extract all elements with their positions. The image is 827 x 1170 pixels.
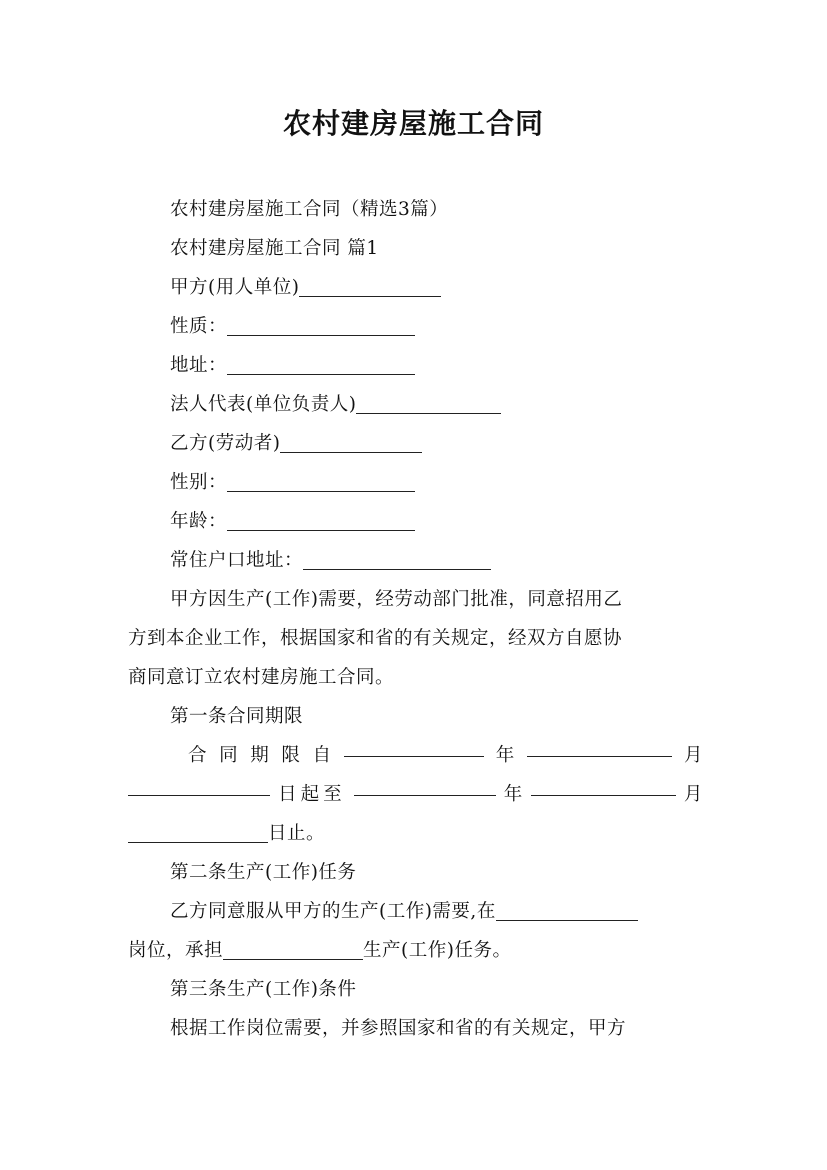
field-label: 乙方(劳动者) bbox=[170, 433, 281, 454]
intro-line-3: 商同意订立农村建房施工合同。 bbox=[128, 667, 395, 688]
field-label: 甲方(用人单位) bbox=[170, 277, 300, 298]
field-label: 性别： bbox=[170, 472, 228, 493]
fill-blank bbox=[128, 794, 270, 796]
term-year: 年 bbox=[495, 745, 515, 766]
intro-line-1: 甲方因生产(工作)需要，经劳动部门批准，同意招用乙 bbox=[170, 589, 623, 610]
article-2-line-2 bbox=[128, 931, 703, 970]
document-body bbox=[128, 190, 703, 1048]
term-char: 合 bbox=[188, 745, 208, 766]
fill-blank bbox=[227, 529, 415, 531]
field-nature bbox=[128, 307, 703, 346]
intro-line-2: 方到本企业工作，根据国家和省的有关规定，经双方自愿协 bbox=[128, 628, 623, 649]
field-legal-rep bbox=[128, 385, 703, 424]
article-1-heading: 第一条合同期限 bbox=[170, 706, 304, 727]
fill-blank bbox=[227, 490, 415, 492]
article-1-line-1 bbox=[128, 736, 703, 775]
field-age bbox=[128, 502, 703, 541]
field-label: 性质： bbox=[170, 316, 228, 337]
term-year-2: 年 bbox=[503, 784, 523, 805]
field-residence bbox=[128, 541, 703, 580]
field-gender bbox=[128, 463, 703, 502]
field-label: 法人代表(单位负责人) bbox=[170, 394, 357, 415]
term-char: 期 bbox=[250, 745, 270, 766]
article-3-heading: 第三条生产(工作)条件 bbox=[170, 979, 357, 1000]
fill-blank bbox=[531, 794, 676, 796]
field-label: 常住户口地址： bbox=[170, 550, 304, 571]
fill-blank bbox=[280, 451, 422, 453]
fill-blank bbox=[227, 334, 415, 336]
article-2-text: 乙方同意服从甲方的生产(工作)需要,在 bbox=[170, 901, 496, 922]
fill-blank bbox=[356, 412, 501, 414]
field-address bbox=[128, 346, 703, 385]
term-day-from: 日起至 bbox=[278, 784, 346, 805]
term-char: 自 bbox=[312, 745, 332, 766]
fill-blank bbox=[496, 919, 638, 921]
term-char: 同 bbox=[219, 745, 239, 766]
term-month: 月 bbox=[683, 745, 703, 766]
article-1-line-2 bbox=[128, 775, 703, 814]
article-2-line-1 bbox=[128, 892, 703, 931]
term-day-end: 日止。 bbox=[268, 823, 326, 844]
fill-blank bbox=[354, 794, 496, 796]
term-month-2: 月 bbox=[683, 784, 703, 805]
article-1-line-3 bbox=[128, 814, 703, 853]
fill-blank bbox=[299, 295, 441, 297]
fill-blank bbox=[227, 373, 415, 375]
field-label: 地址： bbox=[170, 355, 228, 376]
term-char: 限 bbox=[281, 745, 301, 766]
fill-blank bbox=[223, 958, 363, 960]
article-2-text: 生产(工作)任务。 bbox=[363, 940, 512, 961]
article-2-text: 岗位，承担 bbox=[128, 940, 224, 961]
fill-blank bbox=[128, 841, 268, 843]
field-label: 年龄： bbox=[170, 511, 228, 532]
subtitle: 农村建房屋施工合同（精选3篇） bbox=[170, 199, 449, 220]
fill-blank bbox=[344, 755, 484, 757]
fill-blank bbox=[527, 755, 672, 757]
article-2-heading: 第二条生产(工作)任务 bbox=[170, 862, 357, 883]
field-party-b bbox=[128, 424, 703, 463]
article-3-line-1: 根据工作岗位需要，并参照国家和省的有关规定，甲方 bbox=[170, 1018, 627, 1039]
document-title: 农村建房屋施工合同 bbox=[282, 107, 544, 140]
part-heading: 农村建房屋施工合同 篇1 bbox=[170, 238, 379, 259]
fill-blank bbox=[303, 568, 491, 570]
field-party-a bbox=[128, 268, 703, 307]
